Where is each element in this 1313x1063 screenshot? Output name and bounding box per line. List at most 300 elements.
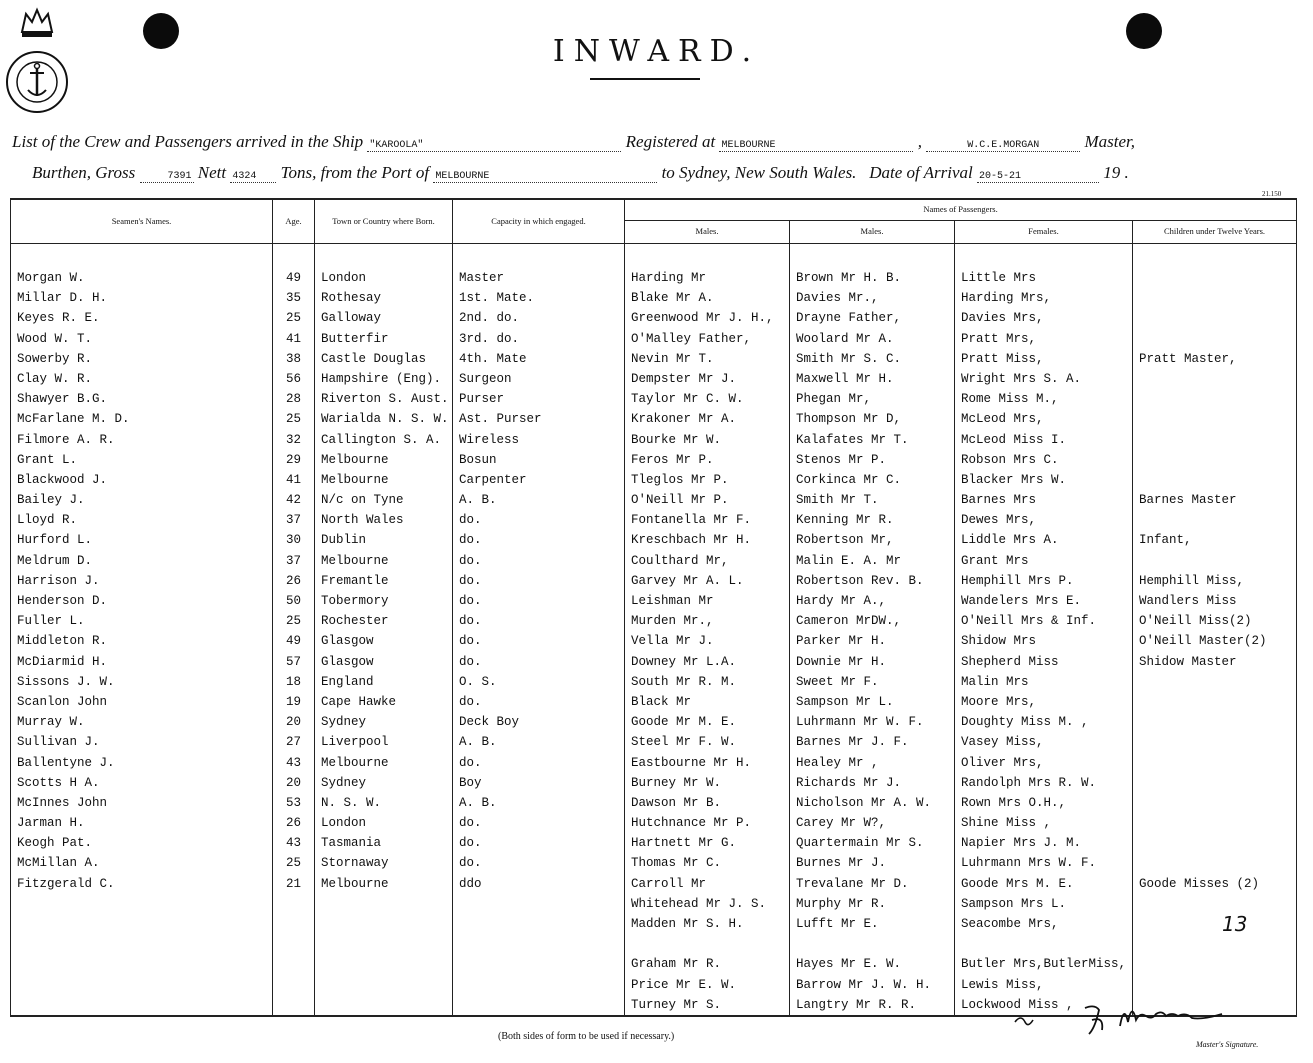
table-cell: Barnes Master [1139, 493, 1237, 508]
table-cell: Melbourne [321, 472, 389, 487]
col-town: Town or Country where Born. [315, 199, 453, 244]
table-cell [1139, 672, 1296, 692]
table-cell: London [321, 816, 367, 831]
table-cell: Dewes Mrs, [961, 513, 1037, 528]
table-cell: Burnes Mr J. [796, 856, 887, 871]
table-cell: Parker Mr H. [796, 634, 887, 649]
table-cell: Vasey Miss, [961, 735, 1044, 750]
table-cell: Ast. Purser [459, 412, 542, 427]
table-cell: do. [459, 694, 482, 709]
table-cell: Millar D. H. [17, 291, 108, 306]
line1-prefix: List of the Crew and Passengers arrived in the Ship [12, 132, 364, 151]
table-cell: Quartermain Mr S. [796, 836, 924, 851]
table-cell: Downie Mr H. [796, 654, 887, 669]
table-cell: Deck Boy [459, 715, 520, 730]
table-cell: Stornaway [321, 856, 389, 871]
table-cell: Sullivan J. [17, 735, 100, 750]
table-cell: Moore Mrs, [961, 694, 1037, 709]
table-cell: Maxwell Mr H. [796, 371, 894, 386]
table-cell: Stenos Mr P. [796, 452, 887, 467]
table-cell: do. [459, 513, 482, 528]
table-cell [1139, 853, 1296, 873]
table-cell: 43 [285, 836, 301, 851]
table-cell: Dawson Mr B. [631, 795, 722, 810]
table-cell: 49 [285, 271, 301, 285]
table-cell: McMillan A. [17, 856, 100, 871]
table-cell: Sampson Mr L. [796, 694, 894, 709]
master-label: Master, [1084, 132, 1135, 151]
table-cell: Graham Mr R. [631, 957, 722, 972]
table-cell: Filmore A. R. [17, 432, 115, 447]
table-cell: 37 [285, 553, 301, 568]
table-cell: 53 [285, 795, 301, 810]
nett-label: Nett [197, 163, 227, 182]
passenger-males-1-column [625, 244, 790, 1016]
table-cell: Drayne Father, [796, 311, 902, 326]
table-cell: Keyes R. E. [17, 311, 100, 326]
table-cell: Garvey Mr A. L. [631, 573, 744, 588]
table-cell: 42 [285, 493, 301, 508]
table-cell: Thompson Mr D, [796, 412, 902, 427]
table-cell: Fremantle [321, 573, 389, 588]
table-cell: 25 [285, 412, 301, 427]
table-cell: Wright Mrs S. A. [961, 371, 1082, 386]
table-cell: Callington S. A. [321, 432, 442, 447]
table-cell: Harrison J. [17, 573, 100, 588]
table-cell: Liddle Mrs A. [961, 533, 1059, 548]
table-cell: Lloyd R. [17, 513, 78, 528]
table-cell: Boy [459, 775, 482, 790]
table-cell: Malin Mrs [961, 674, 1029, 689]
table-cell: Black Mr [631, 694, 692, 709]
table-cell: Barnes Mrs [961, 493, 1037, 508]
table-cell: Whitehead Mr J. S. [631, 896, 767, 911]
table-cell: McLeod Mrs, [961, 412, 1044, 427]
table-cell: Barnes Mr J. F. [796, 735, 909, 750]
col-age: Age. [273, 199, 315, 244]
table-cell: Goode Misses (2) [1139, 876, 1260, 891]
table-cell: Scanlon John [17, 694, 108, 709]
ship-name: "KAROOLA" [367, 140, 621, 152]
table-cell: Sampson Mrs L. [961, 896, 1067, 911]
table-cell: do. [459, 614, 482, 629]
table-cell: Hardy Mr A., [796, 594, 887, 608]
table-cell: do. [459, 573, 482, 588]
table-cell: Murden Mr., [631, 614, 714, 629]
table-cell: Hutchnance Mr P. [631, 816, 752, 831]
table-cell: Robertson Mr, [796, 533, 894, 548]
margin-note: 13 [1222, 912, 1248, 936]
table-cell: Hartnett Mr G. [631, 836, 737, 851]
table-cell: Warialda N. S. W. [321, 412, 449, 427]
table-cell: 28 [285, 392, 301, 407]
table-cell: Davies Mrs, [961, 311, 1044, 326]
table-cell: Rome Miss M., [961, 392, 1059, 407]
table-cell: Shawyer B.G. [17, 392, 108, 407]
table-cell: Bourke Mr W. [631, 432, 722, 447]
col-seamen-names: Seamen's Names. [11, 199, 273, 244]
passenger-children-column [1133, 244, 1297, 1016]
table-cell: 38 [285, 351, 301, 366]
crew-age-column [273, 244, 315, 1016]
table-cell: do. [459, 533, 482, 548]
table-cell: Richards Mr J. [796, 775, 902, 790]
table-cell: 56 [285, 371, 301, 386]
table-cell [631, 934, 789, 954]
table-cell: Wireless [459, 432, 520, 447]
table-cell: do. [459, 634, 482, 649]
table-cell [1139, 389, 1296, 409]
table-cell: Castle Douglas [321, 351, 427, 366]
tons-label: Tons, from the Port of [280, 163, 430, 182]
form-code: 21.150 [1262, 190, 1282, 198]
table-cell: Cameron MrDW., [796, 614, 902, 629]
table-cell: Carey Mr W?, [796, 816, 887, 831]
table-cell [1139, 308, 1296, 328]
table-cell: Nicholson Mr A. W. [796, 795, 932, 810]
header-line-2: Burthen, Gross 7391 Nett 4324 Tons, from the Port of MELBOURNE to Sydney, New South Wales. Date of Arrival 20-5-21 19 . [32, 163, 1129, 182]
table-cell: Lufft Mr E. [796, 917, 879, 931]
table-cell: Fuller L. [17, 614, 85, 629]
table-cell: Randolph Mrs R. W. [961, 775, 1097, 790]
table-cell: Blacker Mrs W. [961, 472, 1067, 487]
table-cell: Lewis Miss, [961, 977, 1044, 992]
table-cell: Middleton R. [17, 634, 108, 649]
passenger-females-column [955, 244, 1133, 1016]
table-cell: Keogh Pat. [17, 836, 93, 851]
table-cell: N. S. W. [321, 795, 382, 810]
table-cell: Liverpool [321, 735, 389, 750]
table-cell [1139, 268, 1296, 288]
table-cell: do. [459, 755, 482, 770]
table-cell: Dublin [321, 533, 367, 548]
table-cell: Kalafates Mr T. [796, 432, 909, 447]
table-cell: Carroll Mr [631, 876, 707, 891]
table-cell: McLeod Miss I. [961, 432, 1067, 447]
table-cell [1139, 409, 1296, 429]
table-cell: Clay W. R. [17, 371, 93, 386]
table-cell [1139, 813, 1296, 833]
table-cell: Glasgow [321, 634, 374, 649]
form-title: INWARD. [552, 34, 761, 69]
table-cell: Harding Mr [631, 271, 707, 285]
table-cell: 18 [285, 674, 301, 689]
table-cell: Vella Mr J. [631, 634, 714, 649]
table-cell: Tasmania [321, 836, 382, 851]
arrival-date: 20-5-21 [977, 171, 1099, 183]
table-cell: Goode Mr M. E. [631, 715, 737, 730]
header-line-1: List of the Crew and Passengers arrived in the Ship "KAROOLA" Registered at MELBOURNE , W.C.E.MORGAN Master, [12, 132, 1135, 151]
table-cell [1139, 692, 1296, 712]
table-cell: Butler Mrs,ButlerMiss, [961, 957, 1127, 972]
signature-label: Master's Signature. [1196, 1040, 1259, 1049]
table-cell: 41 [285, 331, 301, 346]
table-cell: Pratt Mrs, [961, 331, 1037, 346]
table-cell: Hampshire (Eng). [321, 371, 442, 386]
table-cell: Fitzgerald C. [17, 876, 115, 891]
table-cell: Hayes Mr E. W. [796, 957, 902, 972]
table-cell: Fontanella Mr F. [631, 513, 752, 528]
table-cell: Seacombe Mrs, [961, 917, 1059, 931]
table-cell [1139, 551, 1296, 571]
table-cell: Melbourne [321, 876, 389, 891]
table-cell: McInnes John [17, 795, 108, 810]
table-cell: Wandelers Mrs E. [961, 594, 1082, 608]
col-males-2: Males. [790, 221, 955, 244]
table-cell: Purser [459, 392, 505, 407]
col-children: Children under Twelve Years. [1133, 221, 1297, 244]
table-cell: Robson Mrs C. [961, 452, 1059, 467]
table-cell: Blackwood J. [17, 472, 108, 487]
table-cell: Glasgow [321, 654, 374, 669]
table-cell: do. [459, 654, 482, 669]
crew-name-column [11, 244, 273, 1016]
table-cell: Sweet Mr F. [796, 674, 879, 689]
crew-town-column [315, 244, 453, 1016]
table-cell [1139, 329, 1296, 349]
table-cell: 32 [285, 432, 301, 447]
col-females: Females. [955, 221, 1133, 244]
table-cell: Wandlers Miss [1139, 594, 1237, 608]
table-cell [1139, 430, 1296, 450]
table-cell: Murray W. [17, 715, 85, 730]
table-cell: ddo [459, 876, 482, 891]
table-cell: Hemphill Mrs P. [961, 573, 1074, 588]
table-cell [1139, 753, 1296, 773]
table-cell: Brown Mr H. B. [796, 271, 902, 285]
table-cell: Master [459, 271, 505, 285]
table-cell: Pratt Master, [1139, 351, 1237, 366]
table-cell: Doughty Miss M. , [961, 715, 1089, 730]
table-cell: Shine Miss , [961, 816, 1052, 831]
table-cell: Barrow Mr J. W. H. [796, 977, 932, 992]
table-cell: Robertson Rev. B. [796, 573, 924, 588]
table-cell: 26 [285, 816, 301, 831]
table-cell: 37 [285, 513, 301, 528]
table-cell: Downey Mr L.A. [631, 654, 737, 669]
burthen-label: Burthen, Gross [32, 163, 136, 182]
table-cell [1139, 450, 1296, 470]
table-cell: 25 [285, 311, 301, 326]
table-cell: 19 [285, 694, 301, 709]
table-cell: 26 [285, 573, 301, 588]
crew-capacity-column [453, 244, 625, 1016]
table-cell: Blake Mr A. [631, 291, 714, 306]
table-cell [961, 934, 1132, 954]
table-cell: Thomas Mr C. [631, 856, 722, 871]
table-cell: Rothesay [321, 291, 382, 306]
table-cell: Sydney [321, 775, 367, 790]
table-cell: 20 [285, 715, 301, 730]
master-name: W.C.E.MORGAN [926, 140, 1080, 152]
table-cell: O'Neill Miss(2) [1139, 614, 1252, 629]
table-cell: 50 [285, 594, 301, 608]
col-passengers: Names of Passengers. [625, 199, 1297, 221]
table-cell: Grant Mrs [961, 553, 1029, 568]
table-cell [1139, 712, 1296, 732]
table-cell: 2nd. do. [459, 311, 520, 326]
table-cell: Price Mr E. W. [631, 977, 737, 992]
table-cell: Carpenter [459, 472, 527, 487]
table-cell: Shidow Mrs [961, 634, 1037, 649]
table-cell: 25 [285, 856, 301, 871]
table-cell: N/c on Tyne [321, 493, 404, 508]
table-cell: Sydney [321, 715, 367, 730]
table-cell: Murphy Mr R. [796, 896, 887, 911]
table-cell: 27 [285, 735, 301, 750]
table-cell: Goode Mrs M. E. [961, 876, 1074, 891]
table-cell: Tobermory [321, 594, 389, 608]
table-cell [1139, 793, 1296, 813]
table-cell: Burney Mr W. [631, 775, 722, 790]
table-cell: 21 [285, 876, 301, 891]
table-cell: Oliver Mrs, [961, 755, 1044, 770]
table-cell: Corkinca Mr C. [796, 472, 902, 487]
table-cell: Feros Mr P. [631, 452, 714, 467]
nett-tons: 4324 [230, 171, 276, 183]
table-cell: do. [459, 594, 482, 608]
table-cell: 43 [285, 755, 301, 770]
table-cell [796, 934, 954, 954]
table-cell: Bosun [459, 452, 497, 467]
table-cell: Smith Mr T. [796, 493, 879, 508]
table-cell: Rown Mrs O.H., [961, 795, 1067, 810]
table-cell [1139, 288, 1296, 308]
table-cell: 29 [285, 452, 301, 467]
col-capacity: Capacity in which engaged. [453, 199, 625, 244]
table-cell: Jarman H. [17, 816, 85, 831]
table-cell: Surgeon [459, 371, 512, 386]
from-port: MELBOURNE [433, 171, 657, 183]
table-cell: Galloway [321, 311, 382, 326]
table-cell: South Mr R. M. [631, 674, 737, 689]
table-cell: 30 [285, 533, 301, 548]
table-cell: Phegan Mr, [796, 392, 872, 407]
table-cell: Smith Mr S. C. [796, 351, 902, 366]
table-cell: Madden Mr S. H. [631, 917, 744, 931]
table-cell: do. [459, 836, 482, 851]
table-cell: Infant, [1139, 533, 1192, 548]
table-cell: Shidow Master [1139, 654, 1237, 669]
table-cell: Healey Mr , [796, 755, 879, 770]
table-cell: Kreschbach Mr H. [631, 533, 752, 548]
table-cell: Steel Mr F. W. [631, 735, 737, 750]
table-cell: Hemphill Miss, [1139, 573, 1245, 588]
footer-note: (Both sides of form to be used if necessary.) [498, 1031, 675, 1042]
table-cell [1139, 833, 1296, 853]
table-cell: Luhrmann Mr W. F. [796, 715, 924, 730]
table-cell: Turney Mr S. [631, 997, 722, 1012]
year-suffix: 19 [1103, 163, 1121, 182]
table-cell: Dempster Mr J. [631, 371, 737, 386]
table-cell: O'Neill Mrs & Inf. [961, 614, 1097, 629]
table-cell [1139, 510, 1296, 530]
table-cell: Krakoner Mr A. [631, 412, 737, 427]
table-cell: Nevin Mr T. [631, 351, 714, 366]
table-cell: do. [459, 816, 482, 831]
table-cell: Eastbourne Mr H. [631, 755, 752, 770]
table-cell: Henderson D. [17, 594, 108, 608]
table-cell: London [321, 271, 367, 285]
table-cell: Malin E. A. Mr [796, 553, 902, 568]
to-label: to Sydney, New South Wales. [661, 163, 857, 182]
table-cell: Sowerby R. [17, 351, 93, 366]
table-cell: 49 [285, 634, 301, 649]
table-cell: A. B. [459, 795, 497, 810]
table-cell: Wood W. T. [17, 331, 93, 346]
table-cell: England [321, 674, 374, 689]
table-cell: Woolard Mr A. [796, 331, 894, 346]
table-cell: Hurford L. [17, 533, 93, 548]
table-cell: McDiarmid H. [17, 654, 108, 669]
table-cell: 25 [285, 614, 301, 629]
passenger-males-2-column [790, 244, 955, 1016]
table-cell: Leishman Mr [631, 594, 714, 608]
table-cell: Shepherd Miss [961, 654, 1059, 669]
table-cell: Melbourne [321, 553, 389, 568]
table-cell: Kenning Mr R. [796, 513, 894, 528]
title-rule [590, 78, 700, 80]
table-cell: 57 [285, 654, 301, 669]
table-cell: Trevalane Mr D. [796, 876, 909, 891]
table-cell: Riverton S. Aust. [321, 392, 449, 407]
table-cell [1139, 732, 1296, 752]
table-cell: do. [459, 553, 482, 568]
arrival-label: Date of Arrival [869, 163, 973, 182]
table-cell [1139, 369, 1296, 389]
table-cell: 35 [285, 291, 301, 306]
registered-label: Registered at [625, 132, 716, 151]
table-cell: O'Malley Father, [631, 331, 752, 346]
table-cell: Butterfir [321, 331, 389, 346]
table-cell: North Wales [321, 513, 404, 528]
table-cell: Napier Mrs J. M. [961, 836, 1082, 851]
table-cell: Bailey J. [17, 493, 85, 508]
table-cell [1139, 773, 1296, 793]
table-cell: Coulthard Mr, [631, 553, 729, 568]
table-cell: Tleglos Mr P. [631, 472, 729, 487]
table-cell: McFarlane M. D. [17, 412, 130, 427]
table-cell: Morgan W. [17, 271, 85, 285]
table-cell: Langtry Mr R. R. [796, 997, 917, 1012]
crew-passenger-table [10, 198, 1297, 1017]
table-cell: Lockwood Miss , [961, 997, 1074, 1012]
table-cell: 41 [285, 472, 301, 487]
table-cell: O. S. [459, 674, 497, 689]
table-cell: Scotts H A. [17, 775, 100, 790]
table-cell: Melbourne [321, 452, 389, 467]
registered-port: MELBOURNE [719, 140, 913, 152]
table-cell: Sissons J. W. [17, 674, 115, 689]
table-cell: Davies Mr., [796, 291, 879, 306]
table-cell: Luhrmann Mrs W. F. [961, 856, 1097, 871]
table-cell: O'Neill Mr P. [631, 493, 729, 508]
table-cell: A. B. [459, 735, 497, 750]
table-cell: Melbourne [321, 755, 389, 770]
table-cell: O'Neill Master(2) [1139, 634, 1267, 649]
table-cell: Grant L. [17, 452, 78, 467]
table-cell: Cape Hawke [321, 694, 397, 709]
table-cell: 3rd. do. [459, 331, 520, 346]
table-cell [1139, 470, 1296, 490]
table-cell: do. [459, 856, 482, 871]
table-cell: 4th. Mate [459, 351, 527, 366]
table-cell: Taylor Mr C. W. [631, 392, 744, 407]
table-cell: A. B. [459, 493, 497, 508]
table-cell: Greenwood Mr J. H., [631, 311, 774, 326]
table-cell: Harding Mrs, [961, 291, 1052, 306]
master-signature [1010, 1000, 1250, 1040]
